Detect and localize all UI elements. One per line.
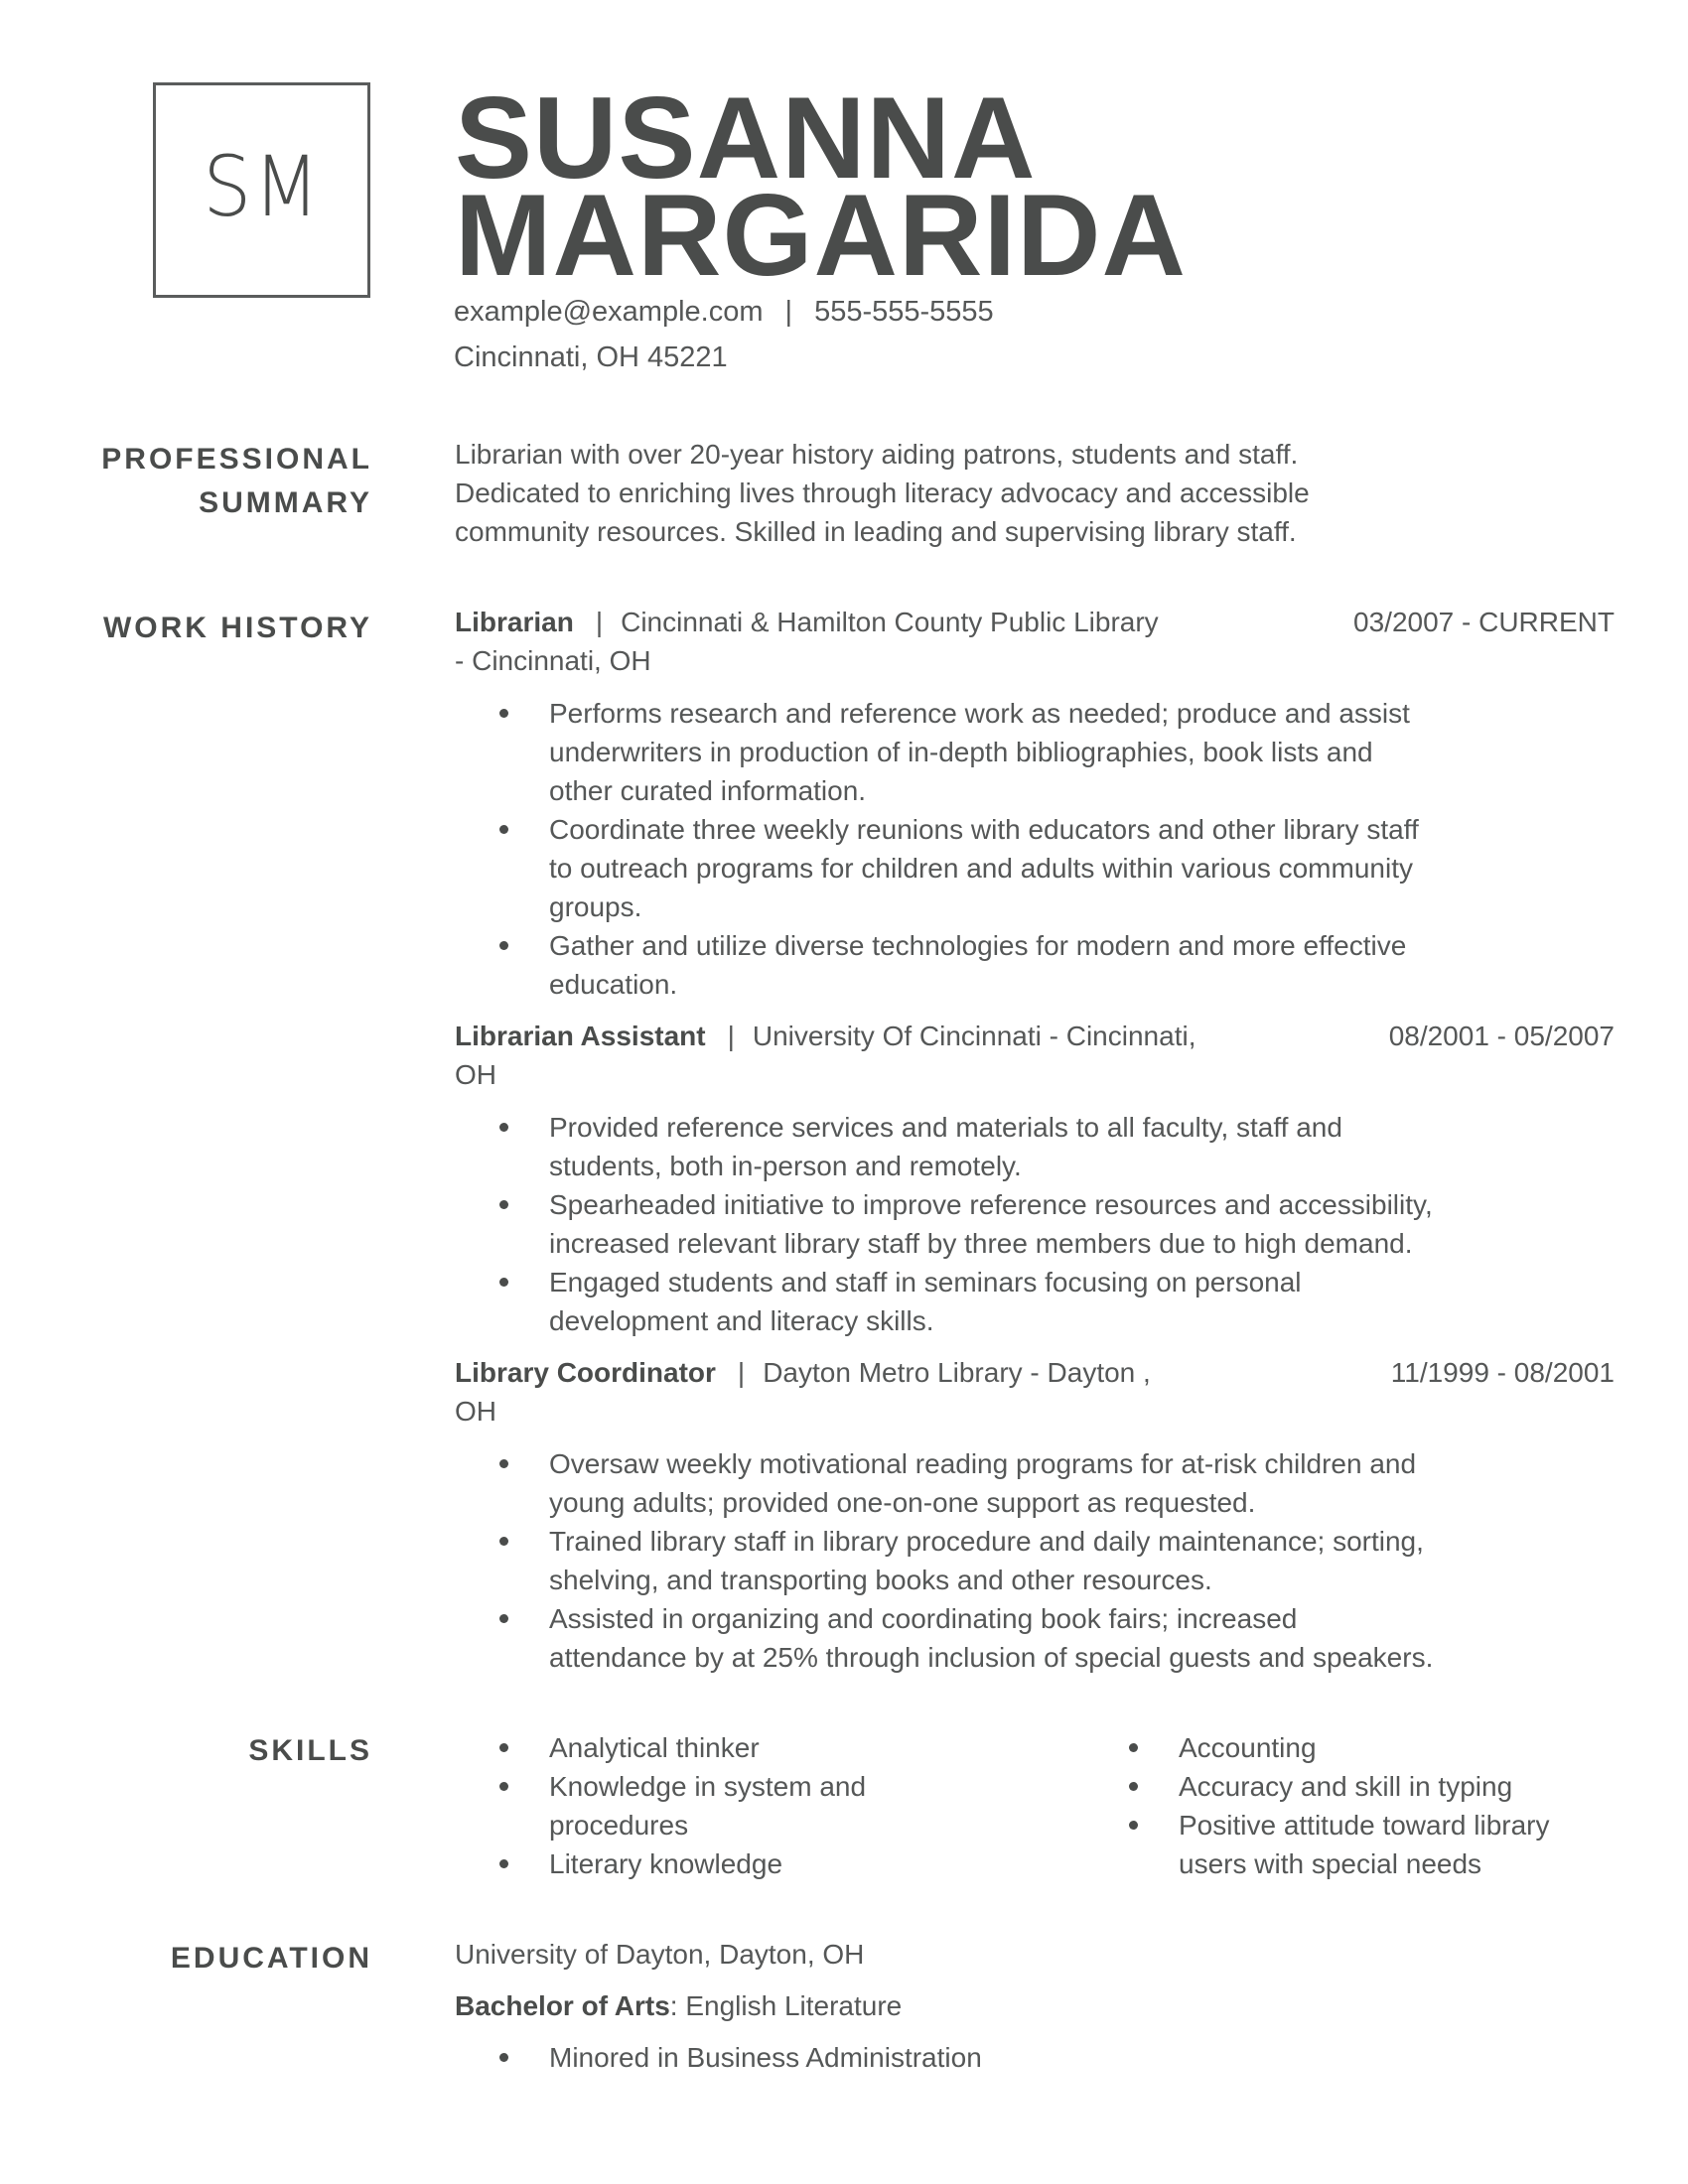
skills-column-right (1084, 1728, 1550, 1883)
skill-item: Accuracy and skill in typing (1084, 1767, 1550, 1806)
job-dates: 08/2001 - 05/2007 (1388, 1021, 1615, 1051)
section-heading-summary: PROFESSIONAL SUMMARY (101, 443, 372, 519)
skill-item: Literary knowledge (455, 1844, 1084, 1883)
job-bullet: Oversaw weekly motivational reading programs for at-risk children and young adults; provided one-on-one support as requested. (455, 1444, 1617, 1522)
job-separator: | (595, 607, 604, 637)
job-title: Librarian Assistant (455, 1021, 706, 1051)
job-entry (455, 1017, 1617, 1340)
job-dates: 03/2007 - CURRENT (1353, 607, 1615, 637)
skill-item: Analytical thinker (455, 1728, 1084, 1767)
job-employer: Dayton Metro Library - Dayton , OH (455, 1357, 1151, 1427)
education-degree-separator: : (669, 1990, 678, 2021)
education-school: University of Dayton, Dayton, OH (455, 1939, 865, 1970)
education-bullet: Minored in Business Administration (455, 2038, 982, 2077)
education-entry (455, 1935, 982, 2077)
job-header (455, 1353, 1617, 1431)
job-bullets (455, 1444, 1617, 1677)
skills-column-left (455, 1728, 1084, 1883)
skill-item: Accounting (1084, 1728, 1550, 1767)
contact-line (454, 289, 994, 335)
job-header (455, 1017, 1617, 1094)
education-field: English Literature (677, 1990, 903, 2021)
last-name: MARGARIDA (455, 170, 1187, 300)
section-heading-education: EDUCATION (170, 1942, 372, 1975)
skill-item: Positive attitude toward library users with special needs (1084, 1806, 1550, 1883)
job-employer: University Of Cincinnati - Cincinnati, OH (455, 1021, 1196, 1090)
candidate-name (455, 72, 1187, 300)
job-bullet: Performs research and reference work as needed; produce and assist underwriters in production of in-depth bibliographies, book lists and other curated information. (455, 694, 1617, 810)
contact-info (454, 289, 994, 380)
section-heading-work-history: WORK HISTORY (102, 612, 372, 644)
job-bullets (455, 694, 1617, 1004)
job-bullet: Engaged students and staff in seminars focusing on personal development and literacy skills. (455, 1263, 1617, 1340)
job-bullet: Coordinate three weekly reunions with educators and other library staff to outreach programs for children and adults within various community groups. (455, 810, 1617, 926)
section-heading-skills: SKILLS (248, 1734, 372, 1767)
first-name: SUSANNA (455, 72, 1037, 203)
job-header (455, 603, 1617, 680)
contact-separator: | (784, 296, 793, 328)
job-bullet: Provided reference services and materials to all faculty, staff and students, both in-person and remotely. (455, 1108, 1617, 1185)
education-degree-line (455, 1986, 982, 2025)
job-entry (455, 1353, 1617, 1677)
job-separator: | (727, 1021, 735, 1051)
job-bullet: Gather and utilize diverse technologies for modern and more effective education. (455, 926, 1617, 1004)
job-bullets (455, 1108, 1617, 1340)
monogram-box (153, 82, 370, 298)
job-separator: | (737, 1357, 746, 1388)
phone[interactable]: 555-555-5555 (814, 296, 994, 328)
job-employer: Cincinnati & Hamilton County Public Library - Cincinnati, OH (455, 607, 1159, 676)
job-entry (455, 603, 1617, 1004)
summary-text: Librarian with over 20-year history aiding patrons, students and staff. Dedicated to enriching lives through literacy advocacy and accessible community resources. Skilled in leading and supervising library staff. (455, 439, 1310, 547)
location: Cincinnati, OH 45221 (454, 341, 728, 373)
skills-list (455, 1728, 1617, 1883)
job-title: Library Coordinator (455, 1357, 716, 1388)
education-degree: Bachelor of Arts (455, 1990, 670, 2021)
job-bullet: Assisted in organizing and coordinating book fairs; increased attendance by at 25% through inclusion of special guests and speakers. (455, 1599, 1617, 1677)
job-title: Librarian (455, 607, 574, 637)
skill-item: Knowledge in system and procedures (455, 1767, 1084, 1844)
job-dates: 11/1999 - 08/2001 (1390, 1357, 1615, 1388)
monogram-initials: SM (202, 137, 322, 235)
education-bullets (455, 2038, 982, 2077)
work-history-list (455, 603, 1617, 1677)
job-bullet: Trained library staff in library procedure and daily maintenance; sorting, shelving, and transporting books and other resources. (455, 1522, 1617, 1599)
email[interactable]: example@example.com (454, 296, 764, 328)
job-bullet: Spearheaded initiative to improve reference resources and accessibility, increased relevant library staff by three members due to high demand. (455, 1185, 1617, 1263)
